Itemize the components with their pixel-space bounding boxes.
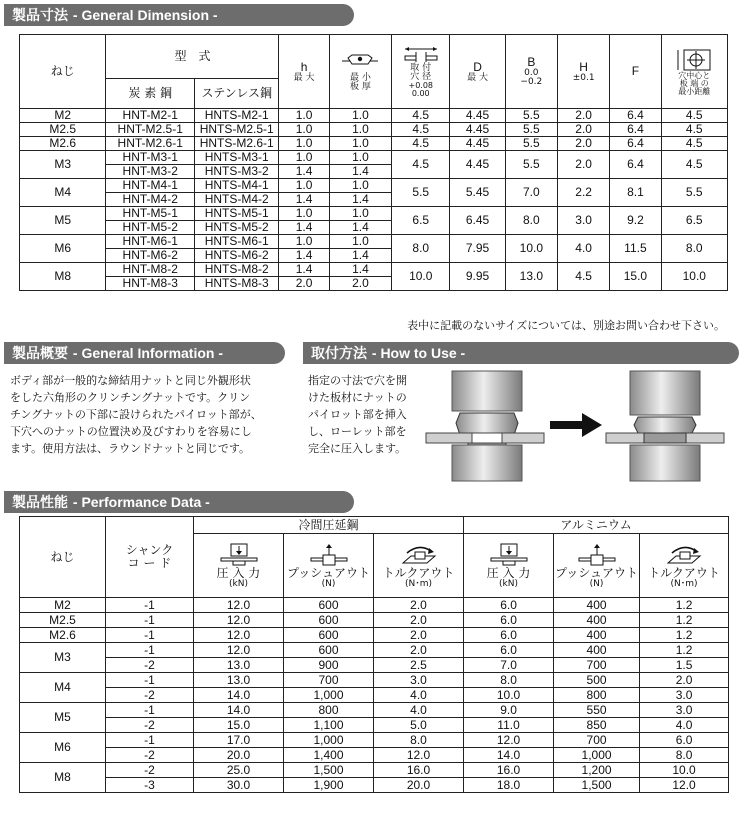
performance-table — [19, 516, 729, 793]
header-carbon-steel: 炭 素 鋼 — [106, 79, 194, 109]
model-stainless: HNTS-M5-2 — [194, 221, 278, 235]
mounting-hole-diameter: 4.5 — [392, 137, 450, 151]
shank-code: -1 — [106, 703, 194, 718]
edge-distance: 10.0 — [661, 263, 727, 291]
screw-size: M3 — [20, 151, 106, 179]
alu-push-out: 1,200 — [554, 763, 640, 778]
f-value: 6.4 — [610, 151, 661, 179]
alu-press-force: 8.0 — [464, 673, 554, 688]
min-plate-thickness: 1.0 — [329, 137, 391, 151]
perf-header-screw: ねじ — [20, 517, 106, 598]
edge-distance: 5.5 — [661, 179, 727, 207]
table-row — [20, 733, 729, 748]
h-value: 1.0 — [279, 123, 329, 137]
header-d: D 最 大 — [450, 35, 505, 109]
alu-press-force: 18.0 — [464, 778, 554, 793]
min-plate-thickness: 1.4 — [329, 249, 391, 263]
alu-press-force: 11.0 — [464, 718, 554, 733]
perf-header-press-steel: 圧 入 力 (kN) — [194, 534, 284, 598]
hh-value: 2.0 — [557, 109, 609, 123]
edge-distance: 8.0 — [661, 235, 727, 263]
model-stainless: HNTS-M8-2 — [194, 263, 278, 277]
perf-header-push-steel: プッシュアウト (N) — [284, 534, 374, 598]
alu-push-out: 400 — [554, 643, 640, 658]
shank-code: -2 — [106, 688, 194, 703]
hh-value: 2.2 — [557, 179, 609, 207]
shank-code: -1 — [106, 733, 194, 748]
steel-press-force: 30.0 — [194, 778, 284, 793]
shank-code: -2 — [106, 718, 194, 733]
h-value: 1.4 — [279, 193, 329, 207]
alu-push-out: 700 — [554, 733, 640, 748]
f-value: 6.4 — [610, 109, 661, 123]
section-bar-info: 製品概要 - General Information - — [4, 342, 285, 364]
h-value: 1.4 — [279, 165, 329, 179]
hh-value: 4.0 — [557, 235, 609, 263]
steel-torque-out: 4.0 — [374, 688, 464, 703]
header-h: h 最 大 — [279, 35, 329, 109]
h-value: 1.0 — [279, 109, 329, 123]
model-carbon-steel: HNT-M3-2 — [106, 165, 194, 179]
table-row — [20, 628, 729, 643]
model-stainless: HNTS-M2-1 — [194, 109, 278, 123]
edge-distance: 4.5 — [661, 123, 727, 137]
alu-push-out: 400 — [554, 613, 640, 628]
screw-size: M6 — [20, 235, 106, 263]
model-carbon-steel: HNT-M5-2 — [106, 221, 194, 235]
min-plate-thickness: 1.4 — [329, 165, 391, 179]
header-hole: 取 付 穴 径 +0.08 0.00 — [392, 35, 450, 109]
min-plate-thickness: 1.4 — [329, 221, 391, 235]
shank-code: -1 — [106, 673, 194, 688]
screw-size: M2 — [20, 598, 106, 613]
screw-size: M8 — [20, 763, 106, 793]
arrow-icon — [550, 413, 602, 437]
perf-header-torque-steel: トルクアウト (N･m) — [374, 534, 464, 598]
model-stainless: HNTS-M2.5-1 — [194, 123, 278, 137]
alu-press-force: 6.0 — [464, 598, 554, 613]
steel-press-force: 13.0 — [194, 673, 284, 688]
model-stainless: HNTS-M3-2 — [194, 165, 278, 179]
table-row — [20, 263, 728, 277]
hh-value: 2.0 — [557, 151, 609, 179]
table-row — [20, 123, 728, 137]
push-out-icon — [309, 543, 349, 567]
table-row — [20, 137, 728, 151]
alu-push-out: 500 — [554, 673, 640, 688]
screw-size: M3 — [20, 643, 106, 673]
screw-size: M2.6 — [20, 628, 106, 643]
perf-header-press-alu: 圧 入 力 (kN) — [464, 534, 554, 598]
shank-code: -2 — [106, 658, 194, 673]
table-row — [20, 748, 729, 763]
d-value: 9.95 — [450, 263, 505, 291]
steel-press-force: 17.0 — [194, 733, 284, 748]
screw-size: M2 — [20, 109, 106, 123]
alu-torque-out: 1.2 — [640, 628, 729, 643]
shank-code: -1 — [106, 628, 194, 643]
steel-push-out: 600 — [284, 643, 374, 658]
steel-press-force: 12.0 — [194, 598, 284, 613]
b-value: 5.5 — [505, 123, 557, 137]
alu-torque-out: 1.5 — [640, 658, 729, 673]
model-carbon-steel: HNT-M2.6-1 — [106, 137, 194, 151]
table-row — [20, 109, 728, 123]
steel-push-out: 1,500 — [284, 763, 374, 778]
steel-push-out: 1,900 — [284, 778, 374, 793]
model-carbon-steel: HNT-M2-1 — [106, 109, 194, 123]
steel-push-out: 600 — [284, 613, 374, 628]
steel-push-out: 600 — [284, 598, 374, 613]
f-value: 6.4 — [610, 137, 661, 151]
table-row — [20, 778, 729, 793]
table-row — [20, 207, 728, 221]
f-value: 6.4 — [610, 123, 661, 137]
h-value: 1.0 — [279, 207, 329, 221]
alu-torque-out: 2.0 — [640, 673, 729, 688]
steel-press-force: 15.0 — [194, 718, 284, 733]
steel-press-force: 12.0 — [194, 613, 284, 628]
alu-press-force: 12.0 — [464, 733, 554, 748]
table-row — [20, 613, 729, 628]
perf-header-push-alu: プッシュアウト (N) — [554, 534, 640, 598]
section-bar-howto: 取付方法 - How to Use - — [303, 342, 739, 364]
alu-torque-out: 10.0 — [640, 763, 729, 778]
b-value: 10.0 — [505, 235, 557, 263]
steel-push-out: 700 — [284, 673, 374, 688]
steel-push-out: 900 — [284, 658, 374, 673]
alu-press-force: 6.0 — [464, 628, 554, 643]
screw-size: M4 — [20, 179, 106, 207]
f-value: 8.1 — [610, 179, 661, 207]
perf-header-torque-alu: トルクアウト (N･m) — [640, 534, 729, 598]
b-value: 5.5 — [505, 151, 557, 179]
steel-torque-out: 2.5 — [374, 658, 464, 673]
steel-push-out: 1,100 — [284, 718, 374, 733]
f-value: 11.5 — [610, 235, 661, 263]
screw-size: M5 — [20, 207, 106, 235]
steel-torque-out: 3.0 — [374, 673, 464, 688]
model-stainless: HNTS-M3-1 — [194, 151, 278, 165]
b-value: 8.0 — [505, 207, 557, 235]
alu-push-out: 850 — [554, 718, 640, 733]
section-bar-dimension: 製品寸法 - General Dimension - — [4, 4, 354, 26]
alu-press-force: 9.0 — [464, 703, 554, 718]
steel-press-force: 14.0 — [194, 688, 284, 703]
section-title-jp: 製品寸法 — [12, 8, 68, 24]
table-row — [20, 598, 729, 613]
min-plate-thickness: 1.0 — [329, 151, 391, 165]
table-row — [20, 718, 729, 733]
table-row — [20, 673, 729, 688]
alu-torque-out: 8.0 — [640, 748, 729, 763]
edge-distance: 6.5 — [661, 207, 727, 235]
h-value: 1.4 — [279, 263, 329, 277]
table-row — [20, 703, 729, 718]
min-plate-thickness: 1.0 — [329, 123, 391, 137]
alu-torque-out: 1.2 — [640, 613, 729, 628]
model-stainless: HNTS-M4-2 — [194, 193, 278, 207]
min-plate-thickness: 1.0 — [329, 179, 391, 193]
d-value: 7.95 — [450, 235, 505, 263]
model-carbon-steel: HNT-M2.5-1 — [106, 123, 194, 137]
screw-size: M8 — [20, 263, 106, 291]
alu-torque-out: 12.0 — [640, 778, 729, 793]
shank-code: -1 — [106, 643, 194, 658]
model-stainless: HNTS-M8-3 — [194, 277, 278, 291]
alu-torque-out: 1.2 — [640, 643, 729, 658]
header-b: B 0.0 −0.2 — [505, 35, 557, 109]
model-carbon-steel: HNT-M4-2 — [106, 193, 194, 207]
hh-value: 2.0 — [557, 123, 609, 137]
mounting-hole-diameter: 8.0 — [392, 235, 450, 263]
mounting-hole-diameter: 10.0 — [392, 263, 450, 291]
hh-value: 4.5 — [557, 263, 609, 291]
header-min-plate: 最 小 板 厚 — [329, 35, 391, 109]
steel-torque-out: 16.0 — [374, 763, 464, 778]
table-row — [20, 688, 729, 703]
d-value: 4.45 — [450, 109, 505, 123]
section-title-en: General Dimension — [81, 7, 210, 23]
section-bar-performance: 製品性能 - Performance Data - — [4, 491, 354, 513]
mounting-hole-diameter: 4.5 — [392, 123, 450, 137]
push-out-icon — [577, 543, 617, 567]
alu-press-force: 10.0 — [464, 688, 554, 703]
steel-torque-out: 12.0 — [374, 748, 464, 763]
min-plate-thickness: 2.0 — [329, 277, 391, 291]
screw-size: M2.5 — [20, 613, 106, 628]
plate-thickness-icon — [340, 52, 380, 70]
model-carbon-steel: HNT-M8-3 — [106, 277, 194, 291]
h-value: 1.0 — [279, 235, 329, 249]
min-plate-thickness: 1.4 — [329, 263, 391, 277]
steel-press-force: 12.0 — [194, 643, 284, 658]
b-value: 7.0 — [505, 179, 557, 207]
mounting-hole-diameter: 5.5 — [392, 179, 450, 207]
steel-press-force: 12.0 — [194, 628, 284, 643]
steel-torque-out: 2.0 — [374, 643, 464, 658]
perf-header-steel: 冷間圧延鋼 — [194, 517, 464, 534]
model-stainless: HNTS-M2.6-1 — [194, 137, 278, 151]
model-carbon-steel: HNT-M6-1 — [106, 235, 194, 249]
alu-push-out: 1,000 — [554, 748, 640, 763]
alu-torque-out: 3.0 — [640, 688, 729, 703]
edge-distance: 4.5 — [661, 137, 727, 151]
steel-push-out: 1,000 — [284, 688, 374, 703]
screw-size: M5 — [20, 703, 106, 733]
b-value: 5.5 — [505, 109, 557, 123]
steel-push-out: 800 — [284, 703, 374, 718]
torque-out-icon — [399, 543, 439, 567]
howto-paragraph: 指定の寸法で穴を開 けた板材にナットの パイロット部を挿入 し、ローレット部を 完全に圧入します。 — [308, 374, 407, 455]
steel-torque-out: 8.0 — [374, 733, 464, 748]
header-hh: H ±0.1 — [557, 35, 609, 109]
shank-code: -2 — [106, 748, 194, 763]
alu-push-out: 700 — [554, 658, 640, 673]
steel-press-force: 14.0 — [194, 703, 284, 718]
edge-distance-icon — [674, 48, 714, 72]
shank-code: -1 — [106, 613, 194, 628]
model-carbon-steel: HNT-M5-1 — [106, 207, 194, 221]
mounting-hole-icon — [401, 46, 441, 64]
alu-press-force: 7.0 — [464, 658, 554, 673]
mounting-hole-diameter: 6.5 — [392, 207, 450, 235]
steel-push-out: 1,000 — [284, 733, 374, 748]
h-value: 1.4 — [279, 249, 329, 263]
header-stainless: ステンレス鋼 — [194, 79, 278, 109]
model-stainless: HNTS-M5-1 — [194, 207, 278, 221]
steel-torque-out: 2.0 — [374, 598, 464, 613]
d-value: 4.45 — [450, 151, 505, 179]
screw-size: M2.6 — [20, 137, 106, 151]
f-value: 9.2 — [610, 207, 661, 235]
shank-code: -3 — [106, 778, 194, 793]
min-plate-thickness: 1.0 — [329, 235, 391, 249]
table-row — [20, 235, 728, 249]
perf-header-aluminum: アルミニウム — [464, 517, 729, 534]
d-value: 5.45 — [450, 179, 505, 207]
steel-torque-out: 2.0 — [374, 628, 464, 643]
model-stainless: HNTS-M6-1 — [194, 235, 278, 249]
alu-push-out: 400 — [554, 628, 640, 643]
steel-torque-out: 2.0 — [374, 613, 464, 628]
hh-value: 2.0 — [557, 137, 609, 151]
d-value: 4.45 — [450, 123, 505, 137]
d-value: 4.45 — [450, 137, 505, 151]
edge-distance: 4.5 — [661, 151, 727, 179]
header-edge-distance: 穴中心と 板 端 の 最小距離 — [661, 35, 727, 109]
torque-out-icon — [664, 543, 704, 567]
after-install — [606, 371, 724, 481]
size-inquiry-note: 表中に記載のないサイズについては、別途お問い合わせ下さい。 — [407, 319, 725, 332]
alu-press-force: 6.0 — [464, 613, 554, 628]
alu-push-out: 400 — [554, 598, 640, 613]
shank-code: -1 — [106, 598, 194, 613]
alu-press-force: 14.0 — [464, 748, 554, 763]
press-force-icon — [219, 543, 259, 567]
before-install — [426, 371, 544, 481]
edge-distance: 4.5 — [661, 109, 727, 123]
model-carbon-steel: HNT-M3-1 — [106, 151, 194, 165]
table-row — [20, 643, 729, 658]
info-paragraph: ボディ部が一般的な締結用ナットと同じ外観形状 をした六角形のクリンチングナットです。クリン チングナットの下部に設けられたパイロット部が、 下穴へのナットの位置決め及びすわりを容易にし ます。使用方法は、ラウンドナットと同じです。 — [10, 374, 262, 455]
model-carbon-steel: HNT-M4-1 — [106, 179, 194, 193]
alu-torque-out: 1.2 — [640, 598, 729, 613]
model-stainless: HNTS-M4-1 — [194, 179, 278, 193]
steel-torque-out: 5.0 — [374, 718, 464, 733]
steel-torque-out: 20.0 — [374, 778, 464, 793]
model-carbon-steel: HNT-M8-2 — [106, 263, 194, 277]
steel-torque-out: 4.0 — [374, 703, 464, 718]
alu-push-out: 550 — [554, 703, 640, 718]
screw-size: M2.5 — [20, 123, 106, 137]
h-value: 2.0 — [279, 277, 329, 291]
model-stainless: HNTS-M6-2 — [194, 249, 278, 263]
table-row — [20, 151, 728, 165]
model-carbon-steel: HNT-M6-2 — [106, 249, 194, 263]
steel-press-force: 20.0 — [194, 748, 284, 763]
b-value: 5.5 — [505, 137, 557, 151]
alu-torque-out: 3.0 — [640, 703, 729, 718]
steel-push-out: 1,400 — [284, 748, 374, 763]
press-force-icon — [489, 543, 529, 567]
table-row — [20, 179, 728, 193]
b-value: 13.0 — [505, 263, 557, 291]
alu-press-force: 16.0 — [464, 763, 554, 778]
f-value: 15.0 — [610, 263, 661, 291]
installation-diagram — [422, 367, 740, 485]
steel-press-force: 25.0 — [194, 763, 284, 778]
alu-press-force: 6.0 — [464, 643, 554, 658]
header-screw: ねじ — [20, 35, 106, 109]
hh-value: 3.0 — [557, 207, 609, 235]
table-row — [20, 658, 729, 673]
min-plate-thickness: 1.0 — [329, 207, 391, 221]
table-row — [20, 763, 729, 778]
steel-press-force: 13.0 — [194, 658, 284, 673]
steel-push-out: 600 — [284, 628, 374, 643]
mounting-hole-diameter: 4.5 — [392, 151, 450, 179]
h-value: 1.0 — [279, 137, 329, 151]
header-model: 型 式 — [106, 35, 279, 79]
h-value: 1.4 — [279, 221, 329, 235]
perf-header-shank: シャンク コ ー ド — [106, 517, 194, 598]
header-f: F — [610, 35, 661, 109]
alu-torque-out: 6.0 — [640, 733, 729, 748]
h-value: 1.0 — [279, 151, 329, 165]
screw-size: M4 — [20, 673, 106, 703]
screw-size: M6 — [20, 733, 106, 763]
min-plate-thickness: 1.4 — [329, 193, 391, 207]
min-plate-thickness: 1.0 — [329, 109, 391, 123]
alu-push-out: 1,500 — [554, 778, 640, 793]
mounting-hole-diameter: 4.5 — [392, 109, 450, 123]
alu-torque-out: 4.0 — [640, 718, 729, 733]
h-value: 1.0 — [279, 179, 329, 193]
dimension-table — [19, 34, 728, 291]
shank-code: -2 — [106, 763, 194, 778]
alu-push-out: 800 — [554, 688, 640, 703]
d-value: 6.45 — [450, 207, 505, 235]
